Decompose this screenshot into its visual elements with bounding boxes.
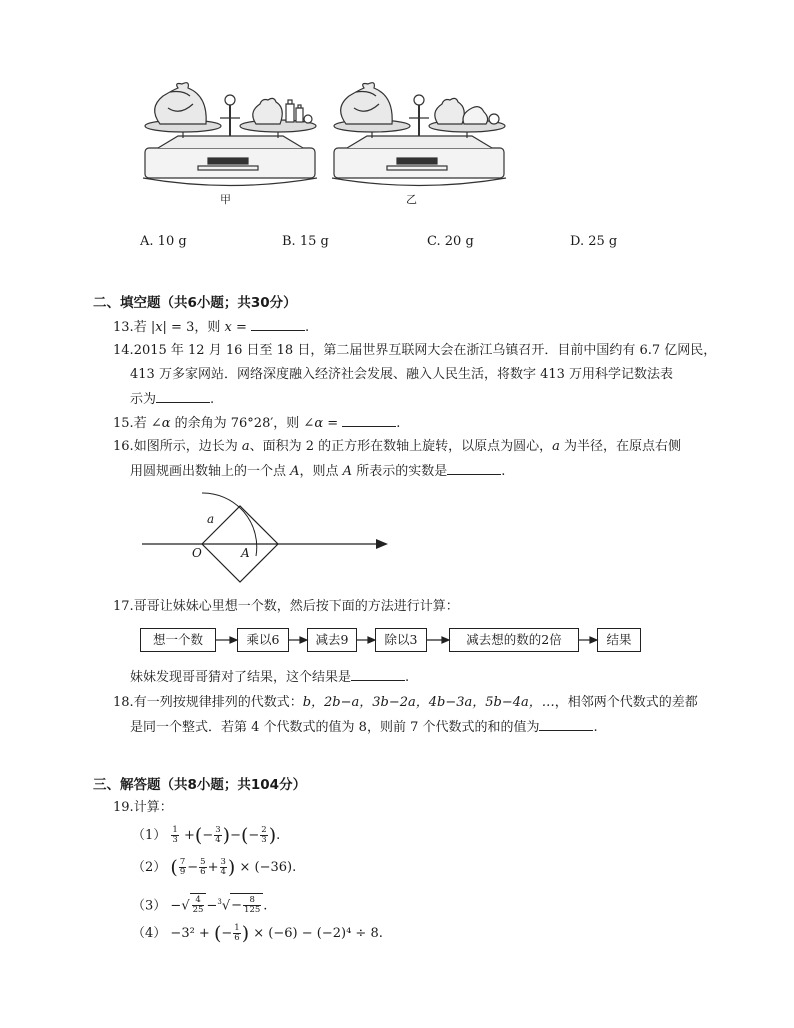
fraction xyxy=(171,826,178,845)
radicand xyxy=(190,893,207,918)
option-letter: C. xyxy=(427,234,441,249)
fraction xyxy=(214,826,221,845)
section-heading-fill-in: 二、填空题（共6小题；共30分） xyxy=(93,295,297,311)
option-d xyxy=(570,233,617,251)
answer-blank[interactable] xyxy=(447,462,501,475)
numerator: 1 xyxy=(234,923,240,933)
answer-blank[interactable] xyxy=(342,414,396,427)
flow-step-divide-3: 除以3 xyxy=(375,628,427,652)
option-c xyxy=(427,233,474,251)
denominator: 3 xyxy=(261,835,267,845)
text: 示为 xyxy=(130,392,157,407)
flow-step-subtract-double: 减去想的数的2倍 xyxy=(449,628,579,652)
part-label: （4） xyxy=(132,926,167,941)
text: × (−6) − (−2)⁴ ÷ 8 xyxy=(253,926,379,941)
numerator: 3 xyxy=(220,857,226,867)
flow-arrows xyxy=(0,630,794,650)
operator: − xyxy=(170,898,182,914)
paren: ) xyxy=(227,856,236,879)
balance-scales-illustration xyxy=(138,78,508,203)
text: . xyxy=(292,860,297,875)
question-13 xyxy=(113,318,309,337)
text: . xyxy=(396,416,401,431)
root-index: 3 xyxy=(217,898,222,906)
question-15 xyxy=(113,414,400,433)
text: . xyxy=(593,720,598,735)
question-number: 19. xyxy=(113,800,134,815)
numerator: 1 xyxy=(172,825,178,835)
paren: ) xyxy=(241,922,250,945)
question-17-line1 xyxy=(113,598,459,616)
denominator: 6 xyxy=(200,867,206,877)
var: x xyxy=(224,320,232,335)
text: . xyxy=(210,392,215,407)
radicand xyxy=(230,893,263,918)
fraction xyxy=(192,896,205,915)
question-16-line1 xyxy=(113,438,681,456)
question-16-line2 xyxy=(130,462,505,481)
answer-blank[interactable] xyxy=(539,718,593,731)
var: a xyxy=(552,439,560,454)
option-text: 20 g xyxy=(444,234,474,249)
operator: − xyxy=(202,828,214,843)
denominator: 4 xyxy=(215,835,221,845)
question-19 xyxy=(113,799,173,817)
option-letter: B. xyxy=(282,234,296,249)
q19-part2 xyxy=(132,856,296,880)
operator: − xyxy=(221,926,233,941)
paren: ( xyxy=(194,824,203,847)
operator: − xyxy=(206,898,218,914)
q19-part4 xyxy=(132,922,383,946)
question-number: 14. xyxy=(113,343,134,358)
flow-step-multiply-6: 乘以6 xyxy=(237,628,289,652)
flow-step-think-number: 想一个数 xyxy=(140,628,216,652)
operator: + xyxy=(207,860,219,875)
option-text: 15 g xyxy=(299,234,329,249)
question-18-line2 xyxy=(130,718,598,737)
cbrt-sign: √ xyxy=(221,898,231,914)
text: 若 | xyxy=(133,320,156,335)
text: 用圆规画出数轴上的一个点 xyxy=(130,464,291,479)
text: 为半径，在原点右侧 xyxy=(559,439,682,454)
numerator: 4 xyxy=(192,896,205,906)
numerator: 3 xyxy=(215,825,221,835)
question-18-line1 xyxy=(113,694,698,712)
figure-label-a: a xyxy=(207,512,215,526)
flow-step-subtract-9: 减去9 xyxy=(307,628,357,652)
text: 的余角为 76°28′，则 ∠ xyxy=(170,416,315,431)
var: x xyxy=(155,320,163,335)
question-number: 18. xyxy=(113,695,134,710)
answer-blank[interactable] xyxy=(251,318,305,331)
paren: ) xyxy=(222,824,231,847)
paren: ( xyxy=(170,856,178,879)
square-rotation-diagram xyxy=(140,488,395,586)
operator: − xyxy=(187,860,199,875)
text: 所表示的实数是 xyxy=(352,464,448,479)
option-text: 25 g xyxy=(588,234,618,249)
part-label: （2） xyxy=(132,860,167,875)
denominator: 4 xyxy=(220,867,226,877)
part-label: （3） xyxy=(132,898,167,914)
text: ，则点 xyxy=(299,464,343,479)
text: 2015 年 12 月 16 日至 18 日，第二届世界互联网大会在浙江乌镇召开．目前中国约有 6.7 亿网民， xyxy=(133,343,717,358)
option-a xyxy=(140,233,187,251)
balance-figure xyxy=(138,78,508,203)
text: . xyxy=(378,926,383,941)
fraction xyxy=(179,858,186,877)
operator: + xyxy=(183,828,195,843)
axis-arrow xyxy=(376,539,388,549)
numerator: 5 xyxy=(200,857,206,867)
fraction xyxy=(233,924,240,943)
option-letter: A. xyxy=(140,234,154,249)
text: = xyxy=(323,416,343,431)
question-14-line2: 413 万多家网站．网络深度融入经济社会发展、融入人民生活，将数字 413 万用科学记数法表 xyxy=(130,367,674,382)
flow-step-result: 结果 xyxy=(597,628,641,652)
section-heading-solve: 三、解答题（共8小题；共104分） xyxy=(93,777,307,793)
var: α xyxy=(314,416,324,431)
fraction xyxy=(243,896,261,915)
option-letter: D. xyxy=(570,234,585,249)
operator: − xyxy=(230,828,241,843)
var: a xyxy=(241,439,250,454)
numerator: 8 xyxy=(243,896,261,906)
paren: ( xyxy=(240,824,249,847)
text: 哥哥让妹妹心里想一个数，然后按下面的方法进行计算： xyxy=(133,599,459,614)
text: −3² + xyxy=(170,926,214,941)
numerator: 7 xyxy=(179,857,186,867)
text: 妹妹发现哥哥猜对了结果，这个结果是 xyxy=(130,670,352,685)
text: ，相邻两个代数式的差都 xyxy=(554,695,698,710)
question-number: 15. xyxy=(113,416,134,431)
question-17-line2 xyxy=(130,668,409,687)
denominator: 6 xyxy=(234,933,240,943)
option-text: 10 g xyxy=(157,234,187,249)
part-label: （1） xyxy=(132,828,167,843)
text: 如图所示，边长为 xyxy=(133,439,242,454)
q19-part3 xyxy=(132,890,267,914)
text: . xyxy=(263,898,268,914)
question-number: 13. xyxy=(113,320,134,335)
denominator: 9 xyxy=(179,867,186,877)
text: . xyxy=(305,320,310,335)
question-number: 16. xyxy=(113,439,134,454)
paren: ) xyxy=(268,824,277,847)
text: . xyxy=(276,828,281,843)
denominator: 25 xyxy=(192,905,204,916)
text: 计算： xyxy=(133,800,173,815)
sequence: b，2b−a，3b−2a，4b−3a，5b−4a，… xyxy=(302,695,555,710)
option-b xyxy=(282,233,329,251)
q19-part1 xyxy=(132,824,280,848)
var: α xyxy=(161,416,171,431)
question-14-line3 xyxy=(130,390,214,409)
question-14-line1 xyxy=(113,342,716,360)
text: . xyxy=(501,464,506,479)
balance-label-right: 乙 xyxy=(406,193,417,206)
fraction xyxy=(220,858,227,877)
var: A xyxy=(342,464,353,479)
operator: − xyxy=(248,828,260,843)
text: = xyxy=(231,320,252,335)
fraction xyxy=(260,826,267,845)
numerator: 2 xyxy=(261,825,267,835)
text: 是同一个整式．若第 4 个代数式的值为 8，则前 7 个代数式的和的值为 xyxy=(130,720,540,735)
figure-label-O: O xyxy=(192,546,202,560)
text: × (−36) xyxy=(239,860,293,875)
fraction xyxy=(199,858,206,877)
answer-blank[interactable] xyxy=(156,390,210,403)
question-number: 17. xyxy=(113,599,134,614)
number-line-figure xyxy=(140,488,395,586)
denominator: 3 xyxy=(172,835,178,845)
text: 若 ∠ xyxy=(133,416,162,431)
figure-label-A: A xyxy=(241,546,250,560)
balance-label-left: 甲 xyxy=(220,193,231,206)
answer-blank[interactable] xyxy=(351,668,405,681)
var: A xyxy=(290,464,300,479)
text: . xyxy=(405,670,410,685)
paren: ( xyxy=(213,922,222,945)
operator: − xyxy=(231,898,243,914)
sqrt-sign: √ xyxy=(181,898,190,914)
text: 有一列按规律排列的代数式： xyxy=(133,695,303,710)
text: 、面积为 2 的正方形在数轴上旋转，以原点为圆心， xyxy=(249,439,553,454)
denominator: 125 xyxy=(244,905,261,916)
text: | = 3，则 xyxy=(162,320,225,335)
